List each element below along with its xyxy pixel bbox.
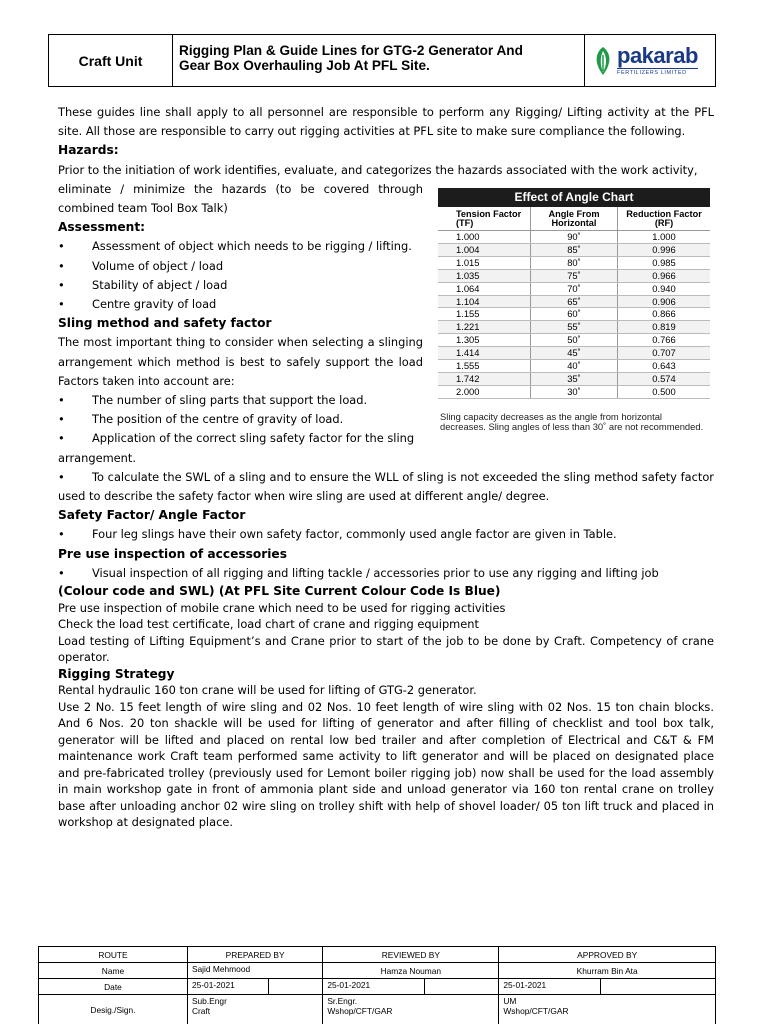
list-item: • Assessment of object which needs to be rigging / lifting.	[58, 239, 412, 254]
approved-date: 25-01-2021	[499, 979, 601, 995]
hazards-heading: Hazards:	[58, 143, 119, 158]
table-cell: 55˚	[530, 321, 617, 334]
angle-chart	[438, 188, 710, 431]
reviewed-name: Hamza Nouman	[323, 963, 499, 979]
list-item: • Application of the correct sling safety factor for the sling arrangement.	[58, 431, 415, 465]
prepared-name: Sajid Mehmood	[187, 963, 322, 979]
reviewed-sign-box	[424, 979, 498, 995]
table-cell: 0.643	[618, 360, 711, 373]
list-item: • Visual inspection of all rigging and lifting tackle / accessories prior to use any rigging and lifting job	[58, 565, 659, 580]
pre-use-line: Check the load test certificate, load chart of crane and rigging equipment	[58, 617, 479, 632]
pre-use-line: Load testing of Lifting Equipment’s and Crane prior to start of the job to be done by Craft. Competency of crane operator.	[58, 633, 714, 665]
table-cell: 0.996	[618, 243, 711, 256]
list-item: • The number of sling parts that support the load.	[58, 393, 368, 408]
intro-paragraph: These guides line shall apply to all personnel are responsible to perform any Rigging/ Lifting activity at the PFL site. All those are responsible to carry out rigging activities at PFL site to make sure compliance the following.	[58, 105, 714, 139]
table-cell: 45˚	[530, 347, 617, 360]
list-item: • Volume of object / load	[58, 258, 224, 273]
date-label: Date	[39, 979, 188, 995]
list-item: • To calculate the SWL of a sling and to ensure the WLL of sling is not exceeded the sling method safety factor used to describe the safety factor when wire sling are used at different angle/ degree.	[58, 469, 714, 504]
title-line-1: Rigging Plan & Guide Lines for GTG-2 Generator And	[179, 43, 523, 58]
approved-name: Khurram Bin Ata	[499, 963, 716, 979]
route-header: ROUTE	[39, 947, 188, 963]
safety-factor-heading: Safety Factor/ Angle Factor	[58, 508, 246, 523]
table-cell: 35˚	[530, 372, 617, 385]
table-cell: 0.574	[618, 372, 711, 385]
table-row	[438, 372, 710, 385]
prepared-date: 25-01-2021	[187, 979, 268, 995]
table-cell: 30˚	[530, 385, 617, 398]
rigging-strategy-line: Rental hydraulic 160 ton crane will be used for lifting of GTG-2 generator.	[58, 683, 477, 698]
logo-subtitle: FERTILIZERS LIMITED	[617, 68, 698, 76]
table-cell: 0.707	[618, 347, 711, 360]
approval-table	[38, 946, 716, 1024]
reviewed-desig: Sr.Engr. Wshop/CFT/GAR	[323, 995, 499, 1024]
table-cell: 1.305	[438, 334, 530, 347]
table-cell: 0.906	[618, 295, 711, 308]
table-row	[438, 256, 710, 269]
table-cell: 0.966	[618, 269, 711, 282]
angle-table	[438, 207, 710, 399]
table-cell: 0.866	[618, 308, 711, 321]
table-cell: 0.985	[618, 256, 711, 269]
table-row	[438, 231, 710, 244]
table-row	[438, 243, 710, 256]
table-header: Angle From Horizontal	[530, 207, 617, 231]
table-row	[438, 308, 710, 321]
table-cell: 1.742	[438, 372, 530, 385]
document-header	[48, 34, 716, 87]
table-cell: 0.819	[618, 321, 711, 334]
table-cell: 1.000	[618, 231, 711, 244]
pre-use-heading: Pre use inspection of accessories	[58, 546, 287, 561]
hazards-line-2: eliminate / minimize the hazards (to be covered through combined team Tool Box Talk)	[58, 181, 423, 216]
table-cell: 1.414	[438, 347, 530, 360]
table-cell: 1.155	[438, 308, 530, 321]
table-cell: 1.035	[438, 269, 530, 282]
table-row	[438, 334, 710, 347]
table-cell: 1.064	[438, 282, 530, 295]
approved-sign-box	[600, 979, 715, 995]
table-row	[438, 282, 710, 295]
table-row	[438, 295, 710, 308]
reviewed-date: 25-01-2021	[323, 979, 425, 995]
table-cell: 1.555	[438, 360, 530, 373]
hazards-line-1: Prior to the initiation of work identifies, evaluate, and categorizes the hazards associated with the work activity,	[58, 162, 698, 177]
table-cell: 60˚	[530, 308, 617, 321]
company-logo	[585, 35, 715, 86]
table-header: Reduction Factor (RF)	[618, 207, 711, 231]
logo-name: pakarab	[617, 43, 698, 68]
rigging-strategy-heading: Rigging Strategy	[58, 666, 175, 681]
prepared-desig: Sub.Engr Craft	[187, 995, 322, 1024]
table-cell: 1.104	[438, 295, 530, 308]
table-row	[438, 385, 710, 398]
angle-chart-title: Effect of Angle Chart	[438, 188, 710, 207]
list-item: • Centre gravity of load	[58, 297, 217, 312]
rigging-strategy-paragraph: Use 2 No. 15 feet length of wire sling and 02 Nos. 10 feet length of wire sling with 02 Nos. 15 ton chain blocks. And 6 Nos. 20 ton shackle will be used for lifting of generator and after filling of checklist and tool box talk, generator will be lifted and placed on rental low bed trailer and after completion of Electrical and C&T & FM maintenance work Craft team performed same activity to lift generator and will be placed on designated place and pre-fabricated trolley (previously used for Lemont boiler rigging job) now shall be used for the load assembly in main workshop gate in front of ammonia plant side and unload generator via 160 ton rental crane on trolley base after unloading anchor 02 wire sling on trolley shift with help of shovel loader/ 05 ton lift truck and placed in workshop at designated place.	[58, 699, 714, 830]
table-header: Tension Factor (TF)	[438, 207, 530, 231]
name-label: Name	[39, 963, 188, 979]
assessment-heading: Assessment:	[58, 220, 146, 235]
pre-use-line: Pre use inspection of mobile crane which need to be used for rigging activities	[58, 600, 506, 615]
table-cell: 50˚	[530, 334, 617, 347]
list-item: • The position of the centre of gravity of load.	[58, 412, 344, 427]
title-line-2: Gear Box Overhauling Job At PFL Site.	[179, 58, 430, 73]
table-cell: 0.940	[618, 282, 711, 295]
table-cell: 70˚	[530, 282, 617, 295]
prepared-sign-box	[269, 979, 323, 995]
approved-by-header: APPROVED BY	[499, 947, 716, 963]
approved-desig: UM Wshop/CFT/GAR	[499, 995, 716, 1024]
table-cell: 0.500	[618, 385, 711, 398]
colour-code-heading: (Colour code and SWL) (At PFL Site Current Colour Code Is Blue)	[58, 584, 501, 599]
document-title	[173, 35, 585, 86]
angle-chart-note: Sling capacity decreases as the angle from horizontal decreases. Sling angles of less than 30˚ are not recommended.	[440, 410, 704, 432]
table-row	[438, 347, 710, 360]
craft-unit-label: Craft Unit	[49, 35, 173, 86]
desig-label: Desig./Sign.	[39, 995, 188, 1024]
table-cell: 1.004	[438, 243, 530, 256]
list-item: • Four leg slings have their own safety factor, commonly used angle factor are given in Table.	[58, 527, 617, 542]
table-cell: 65˚	[530, 295, 617, 308]
logo-leaf-icon	[593, 46, 613, 76]
table-cell: 85˚	[530, 243, 617, 256]
table-row	[438, 360, 710, 373]
table-cell: 75˚	[530, 269, 617, 282]
table-cell: 2.000	[438, 385, 530, 398]
table-cell: 80˚	[530, 256, 617, 269]
table-cell: 1.000	[438, 231, 530, 244]
table-cell: 0.766	[618, 334, 711, 347]
sling-method-paragraph: The most important thing to consider when selecting a slinging arrangement which method is best to safely support the load Factors taken into account are:	[58, 335, 423, 388]
reviewed-by-header: REVIEWED BY	[323, 947, 499, 963]
table-row	[438, 269, 710, 282]
table-cell: 90˚	[530, 231, 617, 244]
table-row	[438, 321, 710, 334]
prepared-by-header: PREPARED BY	[187, 947, 322, 963]
table-cell: 1.221	[438, 321, 530, 334]
sling-method-heading: Sling method and safety factor	[58, 316, 272, 331]
list-item: • Stability of abject / load	[58, 277, 228, 292]
table-cell: 40˚	[530, 360, 617, 373]
table-cell: 1.015	[438, 256, 530, 269]
